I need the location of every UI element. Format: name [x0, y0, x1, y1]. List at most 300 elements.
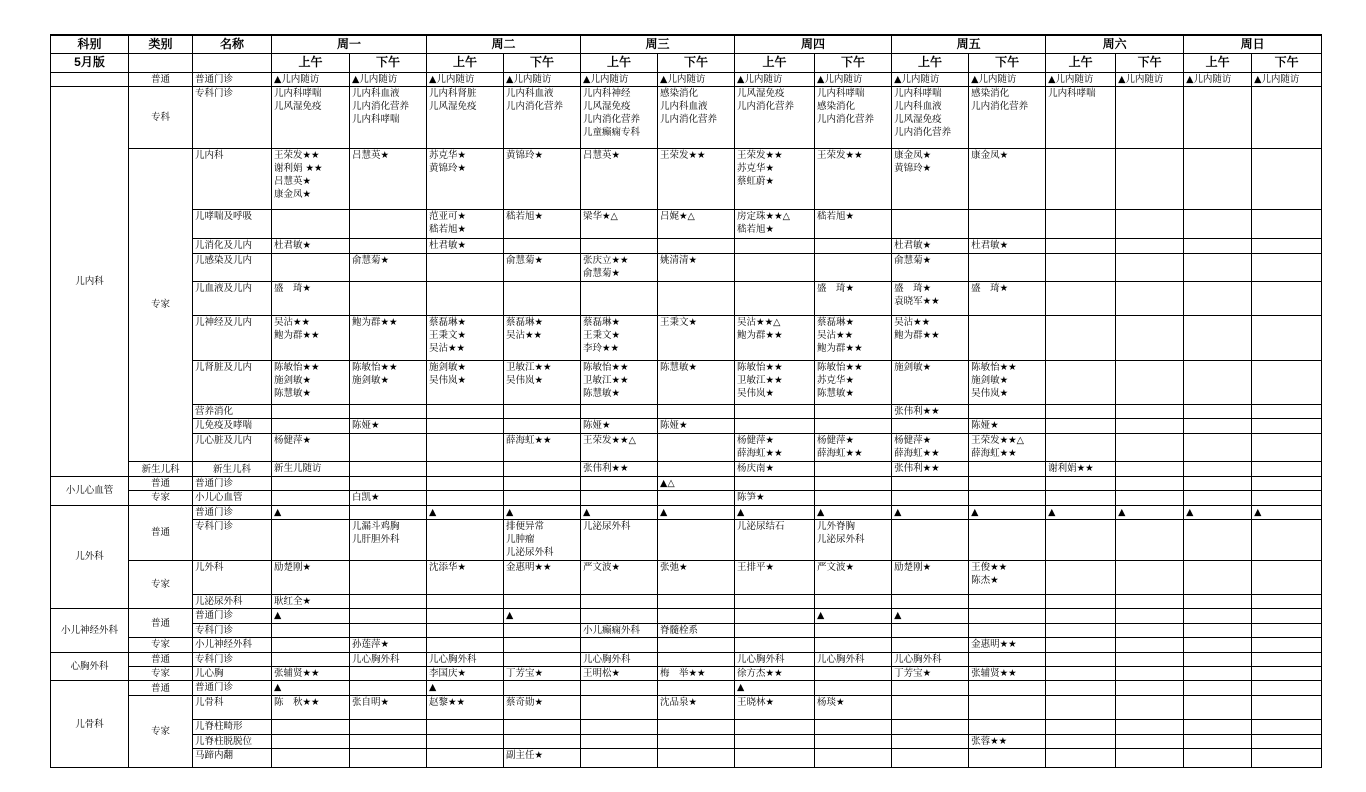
schedule-cell	[427, 282, 504, 316]
cell-line: 儿内科血液	[352, 87, 400, 99]
category-cell: 专家	[129, 695, 193, 767]
schedule-cell: 张自明★	[350, 695, 427, 720]
schedule-cell: 王荣发★★	[815, 148, 892, 210]
schedule-cell	[1046, 210, 1116, 239]
schedule-cell	[735, 734, 815, 748]
schedule-cell	[735, 148, 815, 210]
schedule-cell	[427, 491, 504, 505]
schedule-cell: 杨琰★	[815, 695, 892, 720]
clinic-name-cell: 儿消化及儿内	[193, 239, 272, 253]
schedule-cell	[969, 253, 1046, 282]
cell-line: 薛海虹★★	[971, 447, 1017, 459]
schedule-cell	[350, 734, 427, 748]
category-cell: 专家	[129, 148, 193, 462]
schedule-cell	[427, 638, 504, 652]
schedule-cell	[1252, 623, 1322, 637]
schedule-cell	[1116, 316, 1184, 360]
schedule-row	[51, 316, 1322, 360]
schedule-cell	[272, 86, 350, 148]
cell-line: 儿内消化营养	[817, 113, 875, 125]
schedule-cell	[1252, 749, 1322, 768]
schedule-cell	[1184, 404, 1252, 418]
schedule-cell	[1046, 491, 1116, 505]
schedule-cell: ▲儿内随访	[1116, 72, 1184, 86]
schedule-cell	[1046, 666, 1116, 680]
schedule-cell: ▲	[892, 505, 969, 519]
schedule-cell	[581, 404, 658, 418]
schedule-cell: ▲	[1252, 505, 1322, 519]
schedule-cell	[581, 638, 658, 652]
schedule-cell	[815, 419, 892, 433]
cell-line: 蔡磊琳★	[506, 317, 544, 329]
clinic-name-cell: 专科门诊	[193, 86, 272, 148]
schedule-cell: 陈娅★	[969, 419, 1046, 433]
schedule-cell	[1184, 462, 1252, 476]
schedule-cell	[735, 476, 815, 490]
schedule-cell	[815, 519, 892, 560]
clinic-name-cell: 儿肾脏及儿内	[193, 360, 272, 404]
schedule-cell	[1252, 316, 1322, 360]
header-day-fri: 周五	[892, 35, 1046, 54]
schedule-cell	[815, 316, 892, 360]
clinic-name-cell: 儿内科	[193, 148, 272, 210]
cell-line: 吴沾★★△	[737, 317, 781, 329]
schedule-cell: 陈娅★	[350, 419, 427, 433]
schedule-cell: 梅 举★★	[658, 666, 735, 680]
schedule-cell	[735, 253, 815, 282]
header-period-pm: 下午	[504, 54, 581, 73]
schedule-cell	[1116, 720, 1184, 734]
cell-line: 儿外脊胸	[817, 520, 856, 532]
schedule-row	[51, 652, 1322, 666]
schedule-cell	[658, 86, 735, 148]
department-cell: 儿内科	[51, 86, 129, 476]
cell-line: 卫敏江★★	[506, 361, 552, 373]
cell-line: 陈敏怡★★	[352, 361, 398, 373]
schedule-cell: ▲儿内随访	[350, 72, 427, 86]
schedule-row	[51, 666, 1322, 680]
schedule-cell: ▲	[815, 505, 892, 519]
department-cell: 小儿神经外科	[51, 609, 129, 652]
schedule-cell: ▲儿内随访	[427, 72, 504, 86]
schedule-cell	[1116, 638, 1184, 652]
cell-line: 儿风湿免疫	[429, 100, 477, 112]
cell-line: 王荣发★★△	[971, 434, 1024, 446]
cell-line: 王秉文★	[583, 330, 621, 342]
cell-line: 吴伟岚★	[971, 387, 1009, 399]
schedule-cell: 丁芳宝★	[892, 666, 969, 680]
cell-line: 排便异常	[506, 520, 545, 532]
schedule-cell	[1252, 609, 1322, 623]
schedule-cell	[1252, 148, 1322, 210]
schedule-cell: ▲	[504, 505, 581, 519]
cell-line: 儿风湿免疫	[894, 113, 942, 125]
schedule-cell	[581, 749, 658, 768]
schedule-cell	[350, 462, 427, 476]
cell-line: 儿风湿免疫	[583, 100, 631, 112]
schedule-cell: ▲	[1046, 505, 1116, 519]
schedule-cell	[1184, 476, 1252, 490]
schedule-cell	[1046, 316, 1116, 360]
cell-line: 鲍为群★★	[274, 330, 320, 342]
schedule-cell	[272, 253, 350, 282]
schedule-cell: ▲	[272, 681, 350, 695]
schedule-cell	[581, 609, 658, 623]
schedule-cell: 王排平★	[735, 561, 815, 595]
schedule-row	[51, 433, 1322, 462]
cell-line: 儿童癫痫专科	[583, 126, 641, 138]
schedule-cell: 励楚刚★	[892, 561, 969, 595]
schedule-cell: 儿心胸外科	[892, 652, 969, 666]
schedule-row	[51, 360, 1322, 404]
schedule-cell	[735, 419, 815, 433]
schedule-cell	[504, 419, 581, 433]
schedule-cell: 杜君敏★	[892, 239, 969, 253]
cell-line: 儿肝胆外科	[352, 533, 400, 545]
schedule-cell: ▲	[272, 609, 350, 623]
schedule-cell	[272, 491, 350, 505]
schedule-cell: 儿心胸外科	[815, 652, 892, 666]
schedule-cell	[1116, 491, 1184, 505]
schedule-cell	[504, 681, 581, 695]
schedule-cell	[735, 609, 815, 623]
schedule-cell	[892, 433, 969, 462]
schedule-cell	[1184, 681, 1252, 695]
schedule-cell	[815, 594, 892, 608]
schedule-cell	[969, 681, 1046, 695]
schedule-cell	[892, 316, 969, 360]
cell-line: 薛海虹★★	[817, 447, 863, 459]
cell-line: 陈敏怡★★	[583, 361, 629, 373]
schedule-cell	[581, 282, 658, 316]
cell-line: 感染消化	[660, 87, 699, 99]
clinic-name-cell: 儿哮喘及呼吸	[193, 210, 272, 239]
schedule-row	[51, 519, 1322, 560]
schedule-row	[51, 404, 1322, 418]
cell-line: 吴沾★★	[429, 343, 466, 355]
schedule-cell: ▲儿内随访	[969, 72, 1046, 86]
cell-line: 苏克华★	[817, 374, 855, 386]
schedule-row	[51, 638, 1322, 652]
schedule-cell	[815, 86, 892, 148]
schedule-cell	[504, 316, 581, 360]
schedule-cell: 梁华★△	[581, 210, 658, 239]
schedule-cell	[892, 282, 969, 316]
schedule-cell: 儿心胸外科	[350, 652, 427, 666]
cell-line: 蔡磊琳★	[817, 317, 855, 329]
clinic-name-cell: 儿泌尿外科	[193, 594, 272, 608]
schedule-cell: 严文波★	[581, 561, 658, 595]
schedule-cell: 陈 秋★★	[272, 695, 350, 720]
schedule-cell	[815, 239, 892, 253]
schedule-cell	[427, 148, 504, 210]
clinic-name-cell: 儿外科	[193, 561, 272, 595]
department-cell: 儿骨科	[51, 681, 129, 768]
schedule-cell	[1184, 749, 1252, 768]
cell-line: 儿内消化营养	[583, 113, 641, 125]
schedule-cell: 儿心胸外科	[735, 652, 815, 666]
header-period-am: 上午	[581, 54, 658, 73]
cell-line: 蔡磊琳★	[583, 317, 621, 329]
cell-line: 吴沾★★	[506, 330, 543, 342]
schedule-row	[51, 239, 1322, 253]
schedule-cell: 儿心胸外科	[427, 652, 504, 666]
schedule-cell: ▲	[735, 681, 815, 695]
schedule-cell: 陈笋★	[735, 491, 815, 505]
schedule-cell	[350, 86, 427, 148]
schedule-cell	[350, 681, 427, 695]
schedule-cell	[969, 404, 1046, 418]
schedule-cell: 杜君敏★	[272, 239, 350, 253]
schedule-cell	[1046, 476, 1116, 490]
schedule-cell	[1046, 239, 1116, 253]
schedule-cell: 俞慧菊★	[892, 253, 969, 282]
header-row-days	[51, 35, 1322, 54]
schedule-cell	[735, 594, 815, 608]
cell-line: 儿内科哮喘	[817, 87, 865, 99]
schedule-cell	[1046, 623, 1116, 637]
schedule-cell	[735, 282, 815, 316]
cell-line: 卫敏江★★	[583, 374, 629, 386]
department-cell	[51, 72, 129, 86]
schedule-row	[51, 609, 1322, 623]
schedule-cell	[969, 561, 1046, 595]
cell-line: 儿内科血液	[506, 87, 554, 99]
schedule-cell	[969, 594, 1046, 608]
schedule-row	[51, 594, 1322, 608]
cell-line: 黄锦玲★	[429, 162, 467, 174]
cell-line: 吴沾★★	[817, 330, 854, 342]
schedule-cell: ▲儿内随访	[1184, 72, 1252, 86]
schedule-cell	[815, 462, 892, 476]
schedule-cell	[272, 734, 350, 748]
schedule-cell	[969, 519, 1046, 560]
cell-line: 陈敏怡★★	[817, 361, 863, 373]
schedule-cell	[581, 239, 658, 253]
schedule-cell	[1184, 666, 1252, 680]
schedule-cell	[735, 239, 815, 253]
schedule-cell	[427, 623, 504, 637]
cell-line: 黄锦玲★	[894, 162, 932, 174]
schedule-cell	[427, 720, 504, 734]
schedule-cell	[1184, 594, 1252, 608]
schedule-cell	[1116, 148, 1184, 210]
schedule-cell	[658, 638, 735, 652]
schedule-cell	[272, 419, 350, 433]
cell-line: 感染消化	[817, 100, 856, 112]
schedule-cell	[1184, 360, 1252, 404]
schedule-cell	[1184, 519, 1252, 560]
cell-line: 李玲★★	[583, 343, 620, 355]
schedule-cell: 杜君敏★	[427, 239, 504, 253]
schedule-cell	[1116, 623, 1184, 637]
schedule-cell	[969, 609, 1046, 623]
schedule-cell	[658, 462, 735, 476]
schedule-cell	[658, 681, 735, 695]
schedule-cell	[658, 749, 735, 768]
clinic-name-cell: 儿脊柱脱脱位	[193, 734, 272, 748]
cell-line: 薛海虹★★	[894, 447, 940, 459]
cell-line: 张庆立★★	[583, 254, 629, 266]
clinic-name-cell: 儿心脏及儿内	[193, 433, 272, 462]
department-cell: 新生儿科	[129, 462, 193, 476]
schedule-cell: 陈娅★	[581, 419, 658, 433]
schedule-cell	[1184, 491, 1252, 505]
schedule-cell: 耿红全★	[272, 594, 350, 608]
schedule-cell	[504, 476, 581, 490]
schedule-cell	[815, 623, 892, 637]
clinic-name-cell: 小儿心血管	[193, 491, 272, 505]
schedule-cell	[581, 360, 658, 404]
schedule-cell	[504, 623, 581, 637]
cell-line: 陈敏怡★★	[971, 361, 1017, 373]
cell-line: 吴伟岚★	[429, 374, 467, 386]
schedule-cell	[892, 148, 969, 210]
cell-line: 康金凤★	[894, 149, 932, 161]
schedule-cell: ▲	[815, 609, 892, 623]
header-period-pm: 下午	[658, 54, 735, 73]
cell-line: 俞慧菊★	[583, 267, 621, 279]
schedule-cell	[1184, 316, 1252, 360]
cell-line: 杨健萍★	[894, 434, 932, 446]
clinic-name-cell: 专科门诊	[193, 623, 272, 637]
schedule-cell	[1046, 734, 1116, 748]
schedule-cell	[581, 253, 658, 282]
cell-line: 儿内科哮喘	[274, 87, 322, 99]
schedule-cell	[1116, 433, 1184, 462]
schedule-cell	[427, 462, 504, 476]
category-cell: 专家	[129, 638, 193, 652]
schedule-cell	[504, 594, 581, 608]
clinic-name-cell: 专科门诊	[193, 519, 272, 560]
header-period-pm: 下午	[1252, 54, 1322, 73]
schedule-cell	[1116, 253, 1184, 282]
schedule-cell	[1252, 404, 1322, 418]
schedule-cell	[581, 594, 658, 608]
schedule-cell: 张辅贤★★	[272, 666, 350, 680]
schedule-cell	[1046, 638, 1116, 652]
schedule-cell	[1116, 749, 1184, 768]
schedule-cell	[504, 360, 581, 404]
cell-line: 施剑敏★	[971, 374, 1009, 386]
header-period-am: 上午	[1046, 54, 1116, 73]
schedule-row	[51, 505, 1322, 519]
schedule-cell	[892, 734, 969, 748]
schedule-cell	[1116, 561, 1184, 595]
cell-line: 袁晓军★★	[894, 296, 940, 308]
cell-line: 杨健萍★	[817, 434, 855, 446]
schedule-cell	[1252, 652, 1322, 666]
schedule-cell	[1252, 433, 1322, 462]
schedule-cell	[427, 86, 504, 148]
schedule-cell	[581, 681, 658, 695]
schedule-cell	[969, 720, 1046, 734]
schedule-cell	[272, 360, 350, 404]
cell-line: 苏克华★	[429, 149, 467, 161]
category-cell: 专家	[129, 666, 193, 680]
schedule-cell	[504, 462, 581, 476]
schedule-cell: 盛 琦★	[272, 282, 350, 316]
schedule-cell: ▲儿内随访	[581, 72, 658, 86]
cell-line: 儿泌尿外科	[817, 533, 865, 545]
schedule-cell	[504, 239, 581, 253]
schedule-cell	[581, 734, 658, 748]
schedule-cell	[272, 638, 350, 652]
cell-line: 儿内科肾脏	[429, 87, 477, 99]
schedule-cell	[969, 695, 1046, 720]
category-cell: 普通	[129, 505, 193, 561]
schedule-cell	[892, 86, 969, 148]
schedule-cell	[658, 734, 735, 748]
schedule-cell	[272, 652, 350, 666]
schedule-cell	[504, 519, 581, 560]
schedule-cell	[969, 476, 1046, 490]
header-day-mon: 周一	[272, 35, 427, 54]
schedule-cell: 张伟利★★	[581, 462, 658, 476]
schedule-cell	[1252, 734, 1322, 748]
schedule-row	[51, 210, 1322, 239]
schedule-cell	[272, 720, 350, 734]
schedule-cell: 赵黎★★	[427, 695, 504, 720]
schedule-row	[51, 681, 1322, 695]
schedule-cell	[658, 594, 735, 608]
cell-line: 感染消化	[971, 87, 1010, 99]
schedule-cell	[1046, 360, 1116, 404]
schedule-cell	[350, 476, 427, 490]
schedule-cell	[658, 239, 735, 253]
cell-line: 儿内科哮喘	[894, 87, 942, 99]
schedule-cell	[892, 491, 969, 505]
header-period-am: 上午	[735, 54, 815, 73]
schedule-cell	[892, 720, 969, 734]
schedule-cell: ▲儿内随访	[1046, 72, 1116, 86]
schedule-cell: ▲儿内随访	[658, 72, 735, 86]
schedule-cell: ▲	[272, 505, 350, 519]
schedule-cell	[658, 404, 735, 418]
header-day-thu: 周四	[735, 35, 892, 54]
schedule-cell	[735, 404, 815, 418]
cell-line: 嵇若旭★	[737, 224, 775, 236]
schedule-cell: 陈慧敏★	[658, 360, 735, 404]
schedule-cell: 张伟利★★	[892, 462, 969, 476]
schedule-cell	[272, 476, 350, 490]
schedule-cell	[1252, 360, 1322, 404]
schedule-cell	[658, 720, 735, 734]
schedule-cell	[892, 638, 969, 652]
schedule-cell: 王明松★	[581, 666, 658, 680]
clinic-name-cell: 儿免疫及哮喘	[193, 419, 272, 433]
schedule-cell	[1046, 433, 1116, 462]
schedule-cell	[1252, 720, 1322, 734]
schedule-cell	[1252, 210, 1322, 239]
schedule-cell	[969, 210, 1046, 239]
schedule-cell: 蔡奇勋★	[504, 695, 581, 720]
schedule-cell: ▲儿内随访	[1252, 72, 1322, 86]
schedule-cell	[815, 638, 892, 652]
schedule-cell	[892, 476, 969, 490]
schedule-cell	[1184, 609, 1252, 623]
schedule-cell	[1184, 148, 1252, 210]
cell-line: 薛海虹★★	[737, 447, 783, 459]
schedule-cell	[735, 749, 815, 768]
schedule-cell	[581, 476, 658, 490]
schedule-cell	[969, 360, 1046, 404]
schedule-cell: ▲	[427, 681, 504, 695]
schedule-cell	[350, 749, 427, 768]
schedule-cell	[581, 316, 658, 360]
cell-line: 王荣发★★	[274, 149, 320, 161]
schedule-cell	[1046, 594, 1116, 608]
